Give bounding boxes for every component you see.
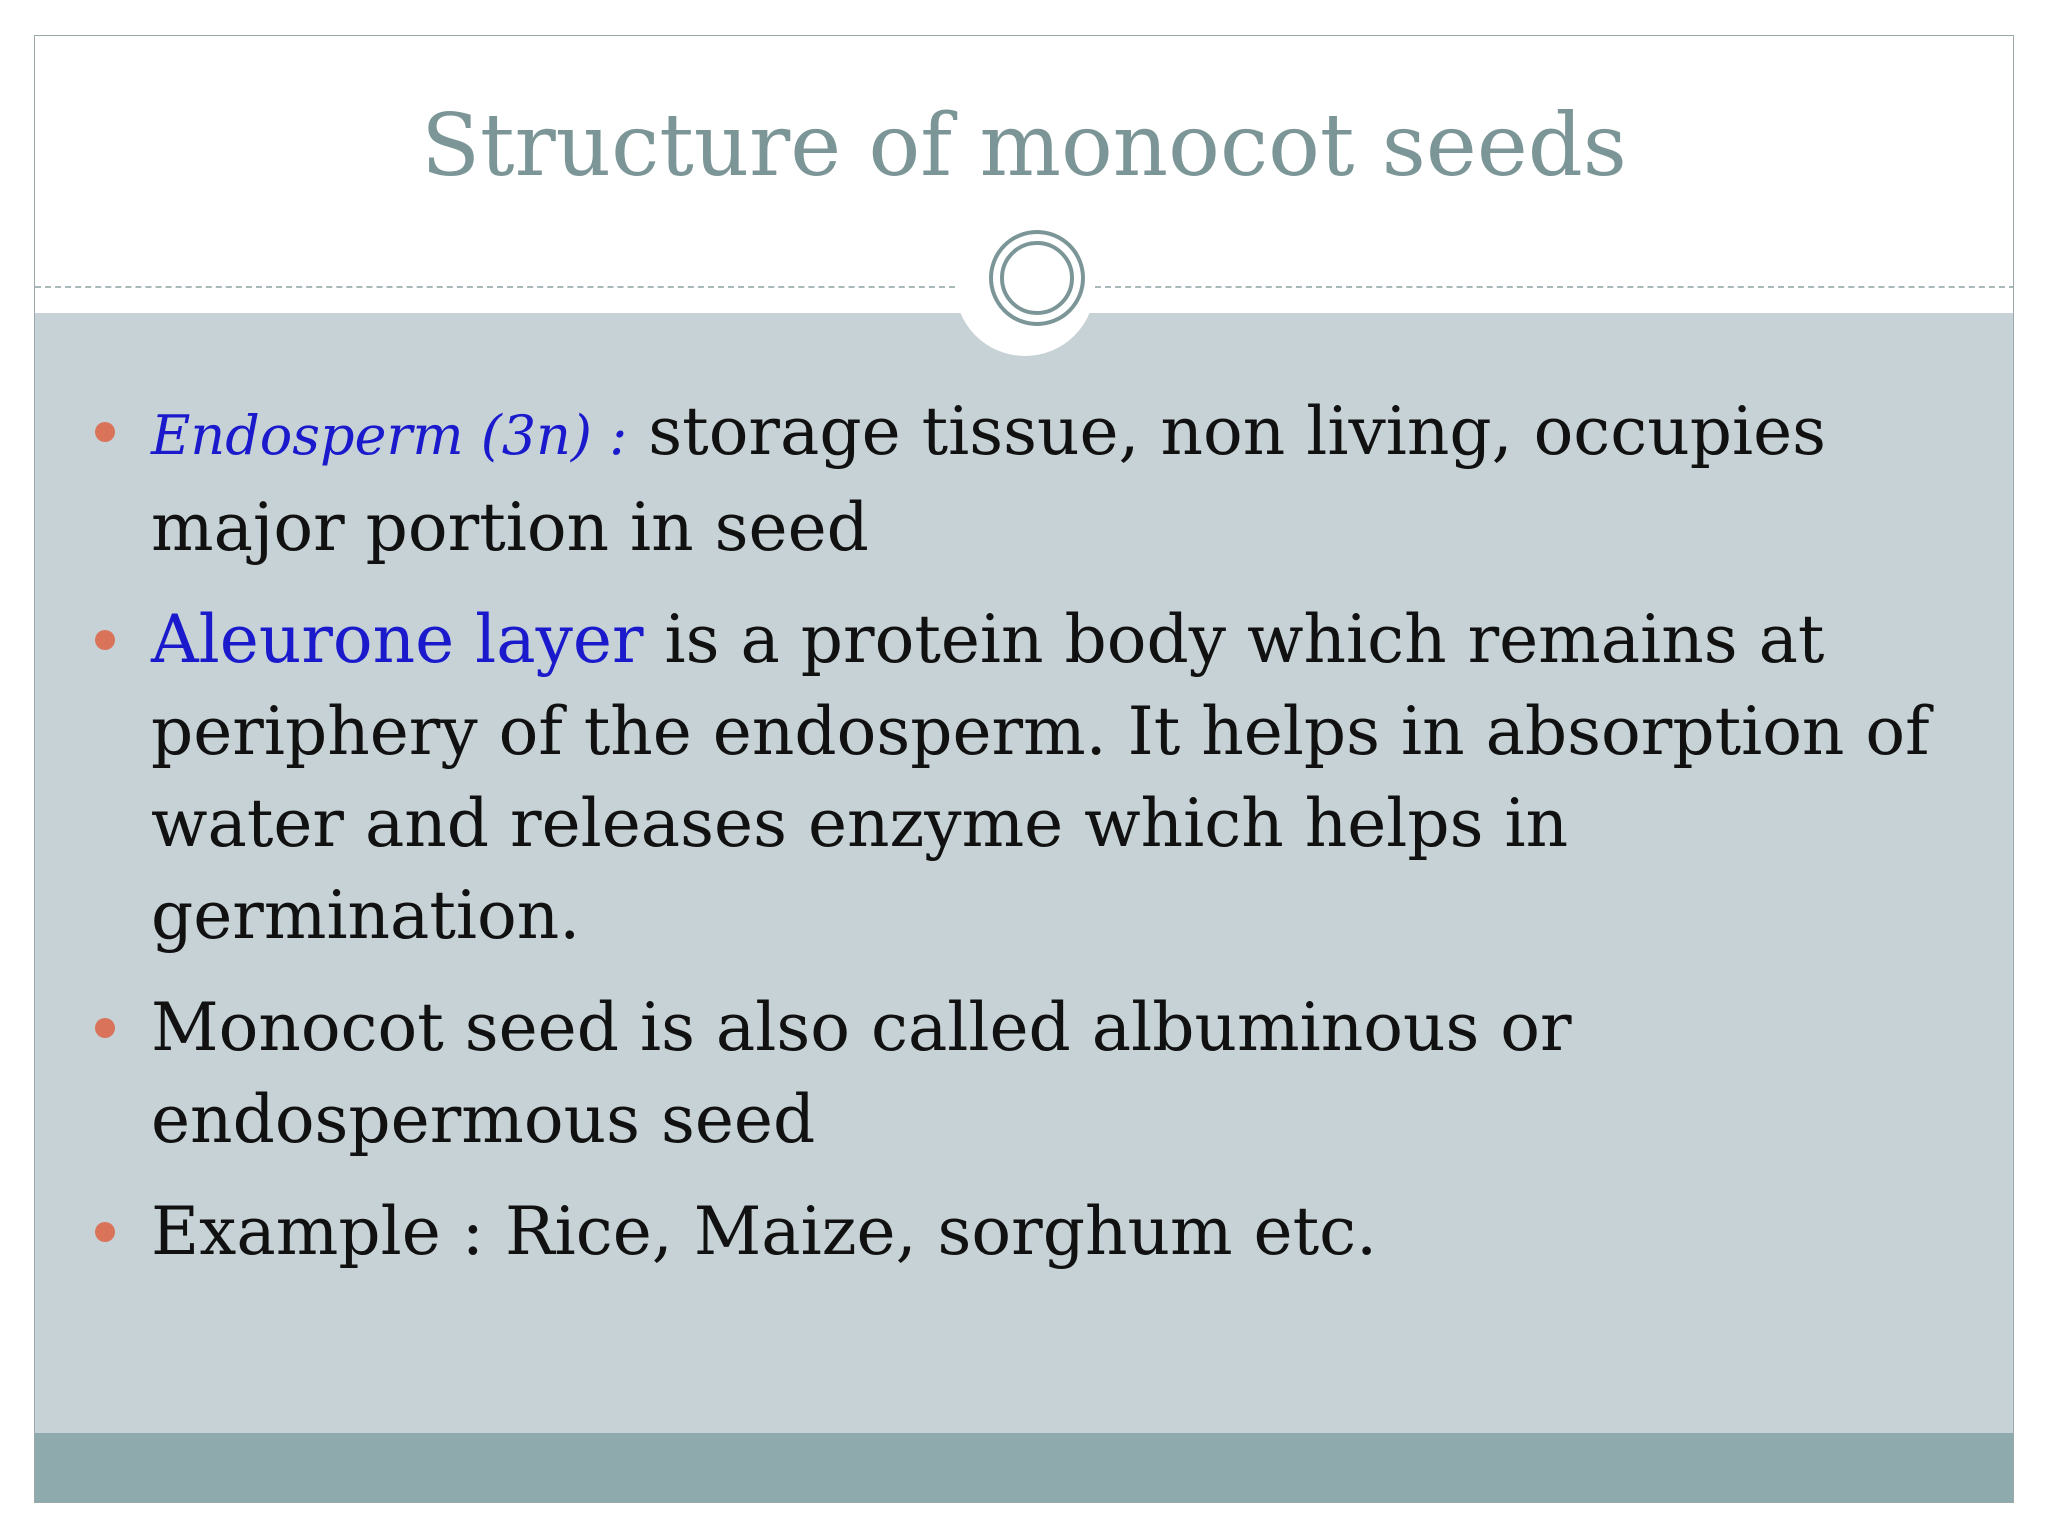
slide-title: Structure of monocot seeds (421, 96, 1627, 196)
bullet-list (151, 386, 1981, 1298)
inner-ring (1000, 241, 1074, 315)
bullet-text: storage tissue, non living, occupies major portion in seed (151, 393, 1827, 566)
bullet-text: Example : Rice, Maize, sorghum etc. (151, 1193, 1378, 1270)
term-endosperm: Endosperm (3n) : (151, 404, 628, 467)
bullet-text: is a protein body which remains at periphery of the endosperm. It helps in absorption of water and releases enzyme which helps in germination. (151, 601, 1930, 954)
bullet-dot-icon (95, 1222, 115, 1242)
double-ring-ornament-icon (989, 230, 1085, 326)
bullet-item-aleurone (151, 594, 1981, 962)
bullet-text: Monocot seed is also called albuminous or endospermous seed (151, 989, 1572, 1158)
bullet-item-example (151, 1186, 1981, 1278)
title-divider-left (35, 286, 955, 288)
bullet-dot-icon (95, 630, 115, 650)
slide (34, 35, 2014, 1503)
bullet-item-endosperm (151, 386, 1981, 574)
bullet-item-albuminous (151, 982, 1981, 1166)
footer-band (35, 1433, 2013, 1503)
bullet-dot-icon (95, 1018, 115, 1038)
bullet-dot-icon (95, 422, 115, 442)
term-aleurone-layer: Aleurone layer (151, 601, 644, 678)
title-divider-right (1095, 286, 2014, 288)
